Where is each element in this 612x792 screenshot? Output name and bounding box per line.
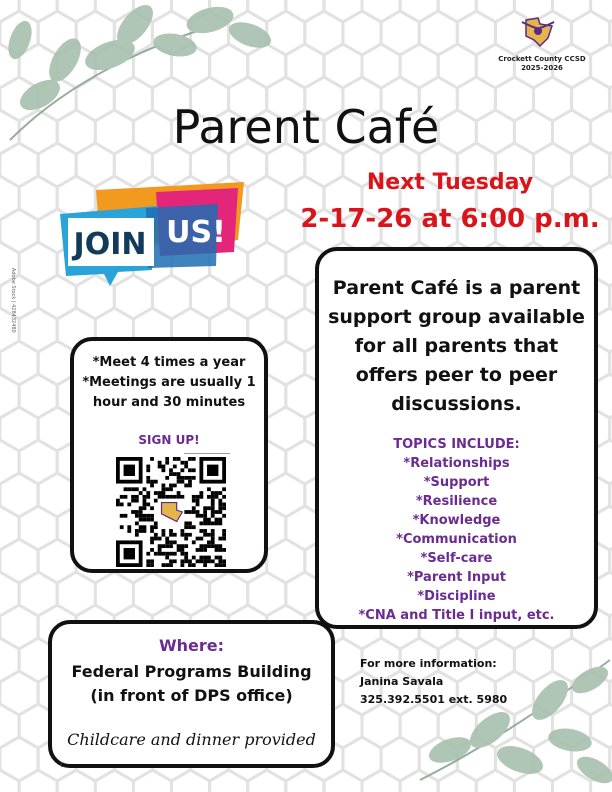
topic-item: *Resilience bbox=[415, 494, 498, 509]
signup-underline bbox=[184, 453, 230, 454]
meet-line-3: hour and 30 minutes bbox=[92, 395, 246, 410]
join-word: JOIN bbox=[73, 227, 147, 262]
where-box bbox=[48, 620, 335, 768]
about-line-3: for all parents that bbox=[354, 335, 559, 357]
topic-item: *Knowledge bbox=[412, 513, 501, 528]
where-line-1: Federal Programs Building bbox=[71, 662, 312, 681]
topic-item: *CNA and Title I input, etc. bbox=[358, 608, 555, 623]
event-day: Next Tuesday bbox=[366, 170, 534, 195]
contact-phone: 325.392.5501 ext. 5980 bbox=[360, 693, 508, 706]
meet-line-2: *Meetings are usually 1 bbox=[82, 375, 256, 390]
about-line-4: offers peer to peer bbox=[355, 364, 558, 386]
meet-line-1: *Meet 4 times a year bbox=[92, 355, 246, 370]
qr-code-icon[interactable] bbox=[116, 457, 226, 567]
where-heading: Where: bbox=[158, 636, 225, 655]
contact-heading: For more information: bbox=[360, 657, 497, 670]
topic-item: *Parent Input bbox=[407, 570, 506, 585]
about-line-5: discussions. bbox=[391, 393, 522, 415]
about-line-1: Parent Café is a parent bbox=[332, 277, 581, 299]
org-year: 2025-2026 bbox=[521, 64, 563, 72]
where-line-2: (in front of DPS office) bbox=[90, 686, 293, 705]
topic-item: *Self-care bbox=[420, 551, 493, 566]
event-datetime: 2-17-26 at 6:00 p.m. bbox=[300, 204, 600, 234]
stock-credit: Adobe Stock | 428432480 bbox=[10, 268, 16, 333]
topic-item: *Support bbox=[423, 475, 490, 490]
about-box bbox=[315, 247, 598, 629]
topic-item: *Communication bbox=[396, 532, 517, 547]
org-name: Crockett County CCSD bbox=[498, 55, 586, 63]
topic-item: *Relationships bbox=[403, 456, 510, 471]
longhorn-texas-logo-icon bbox=[518, 12, 558, 52]
topics-heading: TOPICS INCLUDE: bbox=[393, 437, 520, 452]
stray-mark: c bbox=[60, 760, 65, 769]
meet-info-box bbox=[70, 337, 268, 573]
topic-item: *Discipline bbox=[417, 589, 496, 604]
page-title: Parent Café bbox=[172, 100, 440, 154]
about-line-2: support group available bbox=[328, 306, 585, 328]
org-label bbox=[480, 55, 604, 73]
join-us-graphic bbox=[48, 182, 248, 287]
contact-name: Janina Savala bbox=[360, 675, 444, 688]
signup-label: SIGN UP! bbox=[138, 433, 200, 447]
us-word: US! bbox=[166, 215, 226, 250]
childcare-note: Childcare and dinner provided bbox=[67, 730, 316, 749]
